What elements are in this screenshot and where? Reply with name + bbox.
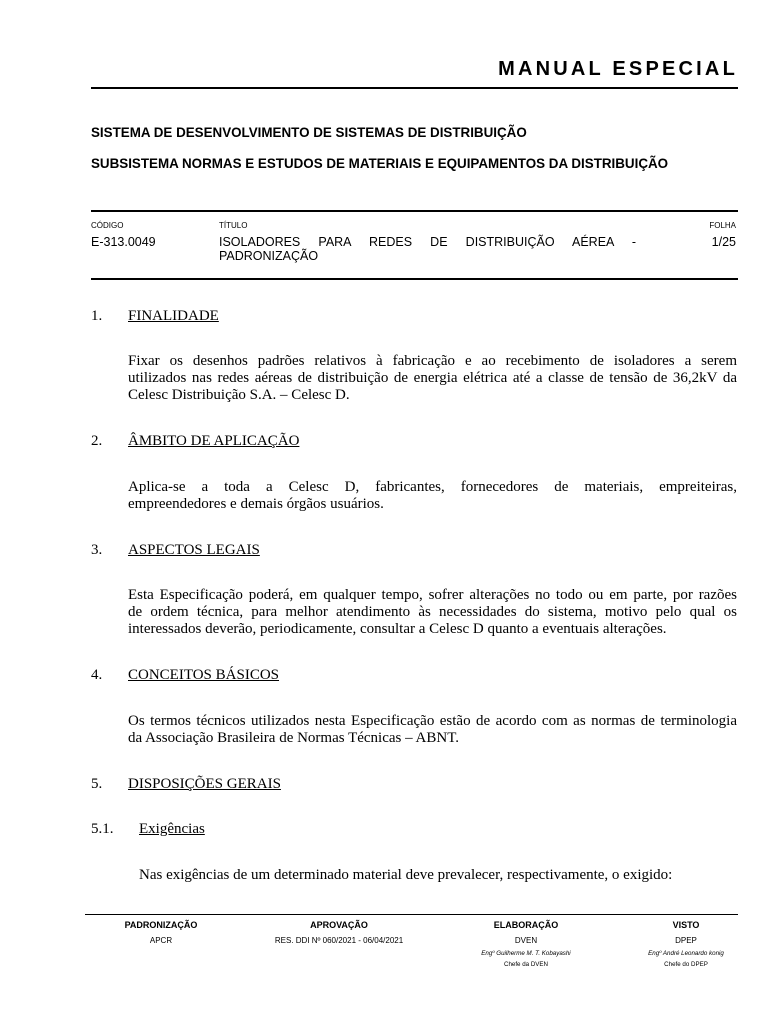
footer-elaboracao-signature: Engº Guilherme M. T. Kobayashi <box>481 950 571 957</box>
footer-padronizacao-value: APCR <box>149 936 173 945</box>
paragraph-line: utilizados nas redes aéreas de distribuição de energia elétrica até a classe de tensão de 36,2kV da <box>128 370 737 386</box>
section-title: FINALIDADE <box>128 308 219 324</box>
document-title-line-1: ISOLADORES PARA REDES DE DISTRIBUIÇÃO AÉREA - <box>219 235 636 249</box>
header-table-bottom-divider <box>91 278 738 280</box>
footer-elaboracao-label: ELABORAÇÃO <box>493 920 559 930</box>
paragraph-line: Fixar os desenhos padrões relativos à fabricação e ao recebimento de isoladores a serem <box>128 353 737 369</box>
footer-elaboracao-role: Chefe da DVEN <box>503 961 549 968</box>
footer-divider <box>85 914 738 915</box>
sheet-number: 1/25 <box>711 235 736 249</box>
section-paragraph <box>128 713 737 747</box>
footer-visto-role: Chefe do DPEP <box>664 961 708 968</box>
section-title: ASPECTOS LEGAIS <box>128 542 260 558</box>
section-paragraph <box>128 587 737 638</box>
paragraph-line: Esta Especificação poderá, em qualquer tempo, sofrer alterações no todo ou em parte, por razões <box>128 587 737 603</box>
footer-visto-label: VISTO <box>672 920 700 930</box>
section-paragraph <box>128 353 737 404</box>
system-title: SISTEMA DE DESENVOLVIMENTO DE SISTEMAS DE DISTRIBUIÇÃO <box>91 125 527 140</box>
paragraph-line: de ordem técnica, para melhor atendimento às necessidades do sistema, motivo pelo qual os <box>128 604 737 620</box>
section-number: 2. <box>91 433 103 449</box>
code-label: CÓDIGO <box>91 221 124 230</box>
paragraph-line: da Associação Brasileira de Normas Técnicas – ABNT. <box>128 730 460 746</box>
footer-visto-signature: Engº André Leonardo konig <box>648 950 724 957</box>
footer-aprovacao-label: APROVAÇÃO <box>310 920 368 930</box>
subsystem-title: SUBSISTEMA NORMAS E ESTUDOS DE MATERIAIS E EQUIPAMENTOS DA DISTRIBUIÇÃO <box>91 156 669 171</box>
subsection-title: Exigências <box>139 821 205 837</box>
subsection-number: 5.1. <box>91 821 114 837</box>
section-title: DISPOSIÇÕES GERAIS <box>128 776 281 792</box>
footer-visto-value: DPEP <box>675 936 697 945</box>
footer-padronizacao-label: PADRONIZAÇÃO <box>124 920 198 930</box>
top-divider <box>91 87 738 89</box>
document-title-line-2: PADRONIZAÇÃO <box>219 249 319 263</box>
section-paragraph <box>128 479 737 513</box>
sheet-label: FOLHA <box>709 221 736 230</box>
section-number: 5. <box>91 776 103 792</box>
paragraph-line: interessados deverão, periodicamente, consultar a Celesc D quanto a eventuais alterações. <box>128 621 667 637</box>
header-table-top-divider <box>91 210 738 212</box>
manual-title: MANUAL ESPECIAL <box>498 58 738 80</box>
section-number: 4. <box>91 667 103 683</box>
section-title: CONCEITOS BÁSICOS <box>128 667 280 683</box>
paragraph-line: empreendedores e demais órgãos usuários. <box>128 496 384 512</box>
title-label: TÍTULO <box>219 221 248 230</box>
footer-aprovacao-value: RES. DDI Nº 060/2021 - 06/04/2021 <box>274 936 404 945</box>
section-number: 1. <box>91 308 103 324</box>
paragraph-line: Celesc Distribuição S.A. – Celesc D. <box>128 387 350 403</box>
footer-elaboracao-value: DVEN <box>514 936 538 945</box>
paragraph-line: Aplica-se a toda a Celesc D, fabricantes, fornecedores de materiais, empreiteiras, <box>128 479 737 495</box>
section-number: 3. <box>91 542 103 558</box>
section-title: ÂMBITO DE APLICAÇÃO <box>128 433 300 449</box>
document-code: E-313.0049 <box>91 235 156 249</box>
paragraph-line: Os termos técnicos utilizados nesta Especificação estão de acordo com as normas de terminologia <box>128 713 737 729</box>
subsection-paragraph: Nas exigências de um determinado material deve prevalecer, respectivamente, o exigido: <box>139 867 673 883</box>
